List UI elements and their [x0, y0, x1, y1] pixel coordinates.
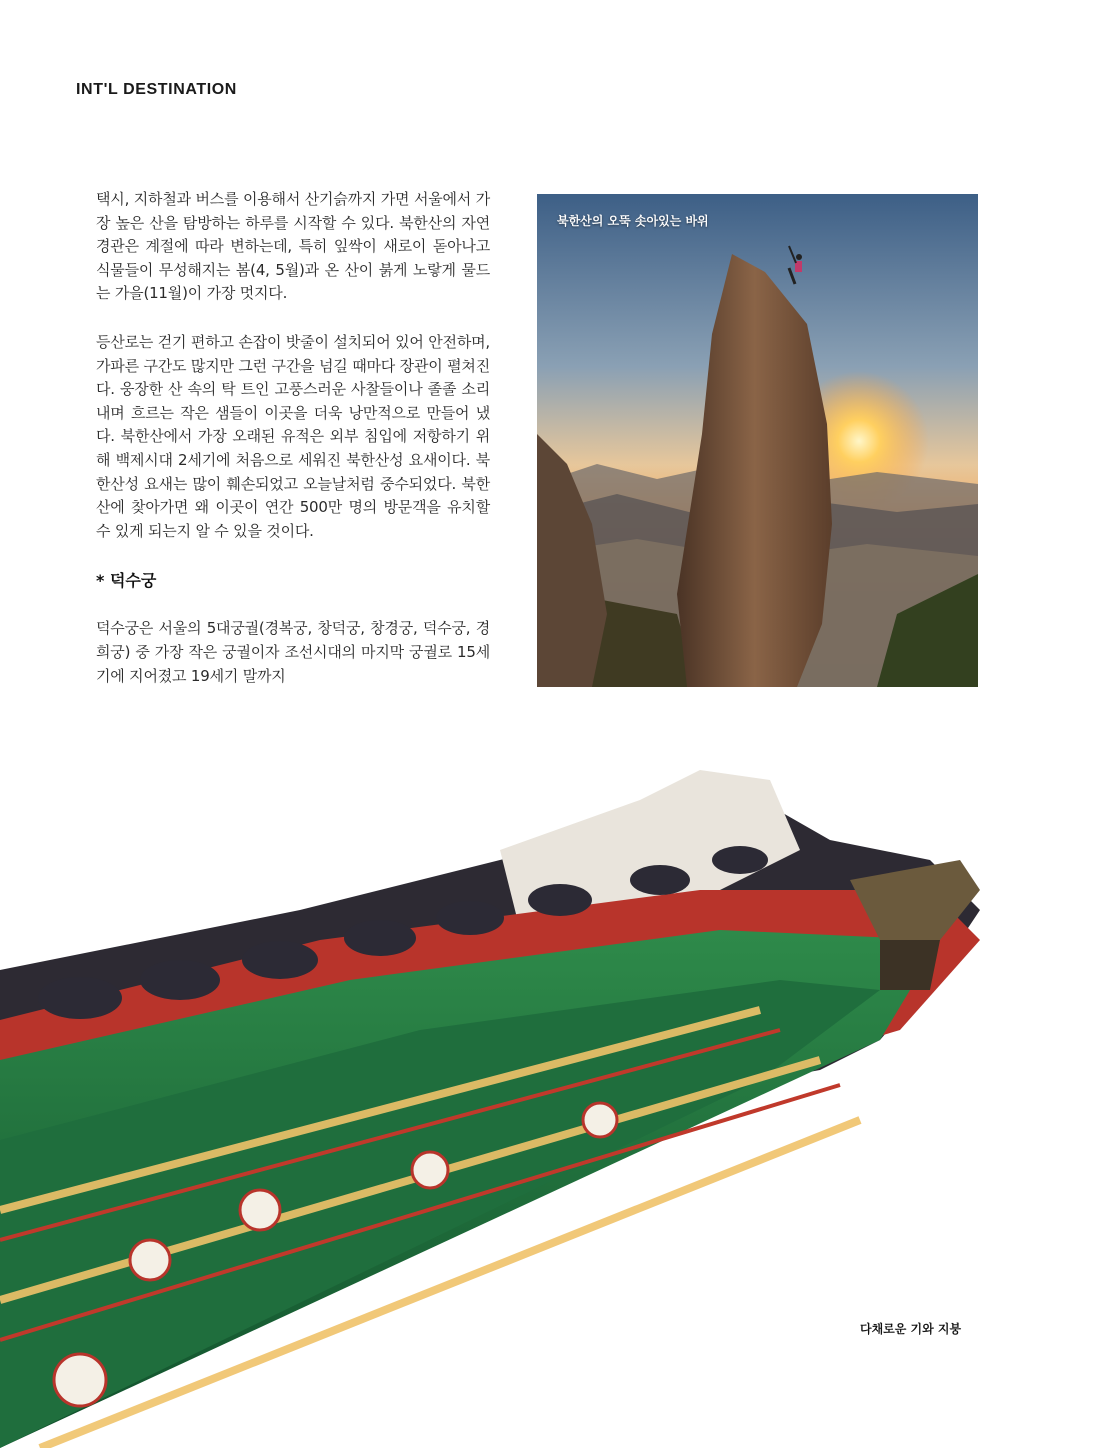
roof-image: [0, 740, 1100, 1448]
paragraph-1: 택시, 지하철과 버스를 이용해서 산기슭까지 가면 서울에서 가장 높은 산을 탐방하는 하루를 시작할 수 있다. 북한산의 자연경관은 계절에 따라 변하는데, 특히 잎싹이 새로이 돋아나고 식물들이 무성해지는 봄(4, 5월)과 온 산이 붉게 노랗게 물드는 가을(11월)이 가장 멋지다.: [96, 190, 490, 303]
paragraph-2: 등산로는 걷기 편하고 손잡이 밧줄이 설치되어 있어 안전하며, 가파른 구간도 많지만 그런 구간을 넘길 때마다 장관이 펼쳐진다. 웅장한 산 속의 탁 트인 고풍스러운 사찰들이나 졸졸 소리 내며 흐르는 작은 샘들이 이곳을 더욱 낭만적으로 만들어 냈다. 북한산에서 가장 오래된 유적은 외부 침입에 저항하기 위해 백제시대 2세기에 처음으로 세워진 북한산성 요새이다. 북한산성 요새는 많이 훼손되었고 오늘날처럼 중수되었다. 북한산에 찾아가면 왜 이곳이 연간 500만 명의 방문객을 유치할 수 있게 되는지 알 수 있을 것이다.: [96, 332, 490, 540]
photo-caption: 북한산의 오뚝 솟아있는 바위: [557, 214, 709, 228]
subheading-deoksugung: * 덕수궁: [96, 571, 157, 591]
article-body: [96, 188, 490, 713]
bukhansan-photo: [537, 194, 978, 687]
paragraph-3: 덕수궁은 서울의 5대궁궐(경복궁, 창덕궁, 창경궁, 덕수궁, 경희궁) 중 가장 작은 궁궐이자 조선시대의 마지막 궁궐로 15세기에 지어졌고 19세기 말까지: [96, 619, 490, 685]
palace-roof-photo: [0, 740, 1100, 1448]
bukhansan-rock-image: [537, 194, 978, 687]
roof-caption: 다채로운 기와 지붕: [860, 1322, 962, 1336]
section-label: INT'L DESTINATION: [76, 81, 237, 98]
